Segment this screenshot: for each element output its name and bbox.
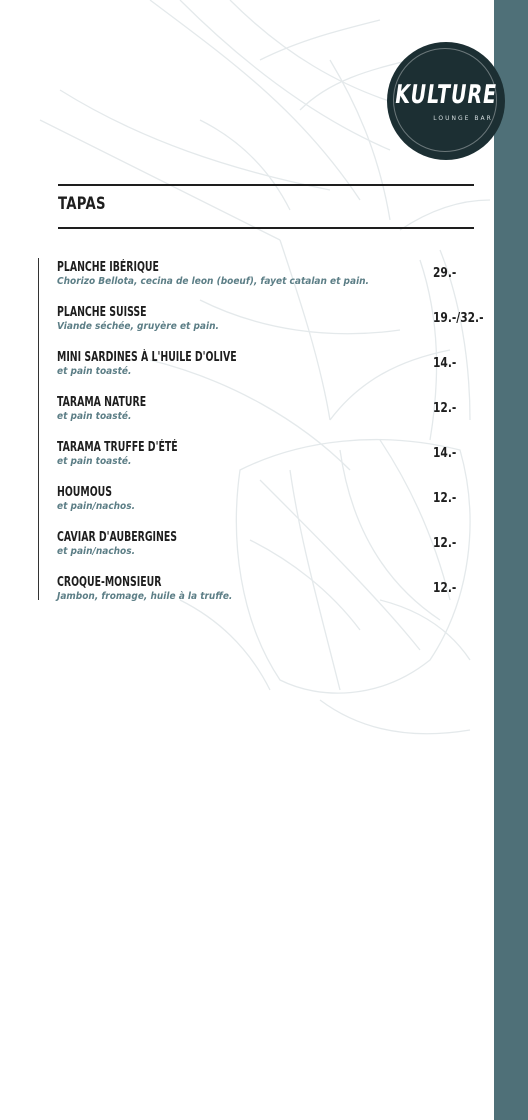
menu-item xyxy=(57,350,477,382)
item-name: PLANCHE SUISSE xyxy=(57,305,147,320)
item-name: HOUMOUS xyxy=(57,485,113,500)
item-description: et pain/nachos. xyxy=(57,501,136,512)
section-title: TAPAS xyxy=(58,194,106,214)
item-price: 29.- xyxy=(433,266,457,281)
item-price: 12.- xyxy=(433,491,457,506)
menu-item xyxy=(57,440,477,472)
item-description: et pain toasté. xyxy=(57,366,132,377)
item-price: 12.- xyxy=(433,581,457,596)
logo-name: KULTURE xyxy=(393,79,500,110)
item-price: 12.- xyxy=(433,536,457,551)
item-name: TARAMA NATURE xyxy=(57,395,147,410)
item-description: et pain toasté. xyxy=(57,456,132,467)
item-description: et pain/nachos. xyxy=(57,546,136,557)
menu-item xyxy=(57,485,477,517)
side-accent-bar xyxy=(494,0,528,1120)
menu-item xyxy=(57,260,477,292)
item-description: Jambon, fromage, huile à la truffe. xyxy=(57,591,233,602)
menu-item xyxy=(57,395,477,427)
item-price: 14.- xyxy=(433,356,457,371)
item-name: CROQUE-MONSIEUR xyxy=(57,575,162,590)
item-description: Chorizo Bellota, cecina de leon (boeuf), fayet catalan et pain. xyxy=(57,276,369,287)
item-price: 14.- xyxy=(433,446,457,461)
item-name: MINI SARDINES À L'HUILE D'OLIVE xyxy=(57,350,237,365)
title-rule-bottom xyxy=(58,227,474,229)
menu-item xyxy=(57,575,477,607)
item-description: Viande séchée, gruyère et pain. xyxy=(57,321,219,332)
item-description: et pain toasté. xyxy=(57,411,132,422)
title-rule-top xyxy=(58,184,474,186)
item-price: 12.- xyxy=(433,401,457,416)
menu-item xyxy=(57,530,477,562)
menu-item xyxy=(57,305,484,337)
item-price: 19.-/32.- xyxy=(433,311,484,326)
menu-list xyxy=(38,258,489,600)
item-name: PLANCHE IBÉRIQUE xyxy=(57,260,159,275)
logo-subtitle: LOUNGE BAR xyxy=(433,115,493,122)
brand-logo xyxy=(387,42,505,160)
item-name: CAVIAR D'AUBERGINES xyxy=(57,530,177,545)
item-name: TARAMA TRUFFE D'ÉTÉ xyxy=(57,440,178,455)
